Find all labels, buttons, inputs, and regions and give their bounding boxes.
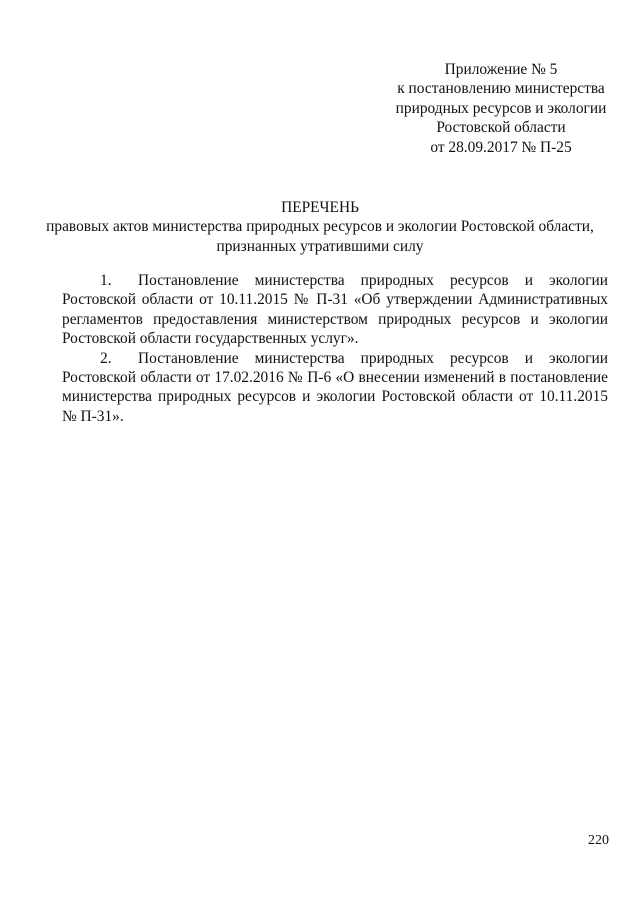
list-item-text: Постановление министерства природных ресурсов и экологии Ростовской области от 10.11.2015 № П-31 «Об утверждении Административных регламентов предоставления министерством природных ресурсов и экологии Ростовской области государственных услуг».: [62, 272, 608, 348]
appendix-line: к постановлению министерства: [397, 80, 605, 98]
document-title: ПЕРЕЧЕНЬ: [281, 199, 359, 216]
appendix-line: природных ресурсов и экологии: [395, 99, 607, 117]
list-item: [62, 271, 608, 349]
list-item-number: 2.: [100, 349, 112, 367]
document-subtitle-line-1: правовых актов министерства природных ресурсов и экологии Ростовской области,: [46, 218, 594, 236]
list-item-number: 1.: [100, 272, 112, 289]
appendix-line: Ростовской области: [436, 119, 566, 137]
document-heading: [40, 198, 600, 256]
acts-list: [62, 271, 608, 426]
appendix-header: [370, 60, 632, 157]
document-subtitle-line-2: признанных утратившими силу: [216, 237, 424, 255]
appendix-line: от 28.09.2017 № П-25: [430, 138, 572, 156]
list-item-text: Постановление министерства природных ресурсов и экологии Ростовской области от 17.02.2016 № П-6 «О внесении изменений в постановление министерства природных ресурсов и экологии Ростовской области от 10.11.2015 № П-31».: [62, 349, 608, 425]
list-item: [62, 349, 608, 427]
page-number: 220: [588, 833, 609, 848]
appendix-line: Приложение № 5: [444, 61, 558, 78]
